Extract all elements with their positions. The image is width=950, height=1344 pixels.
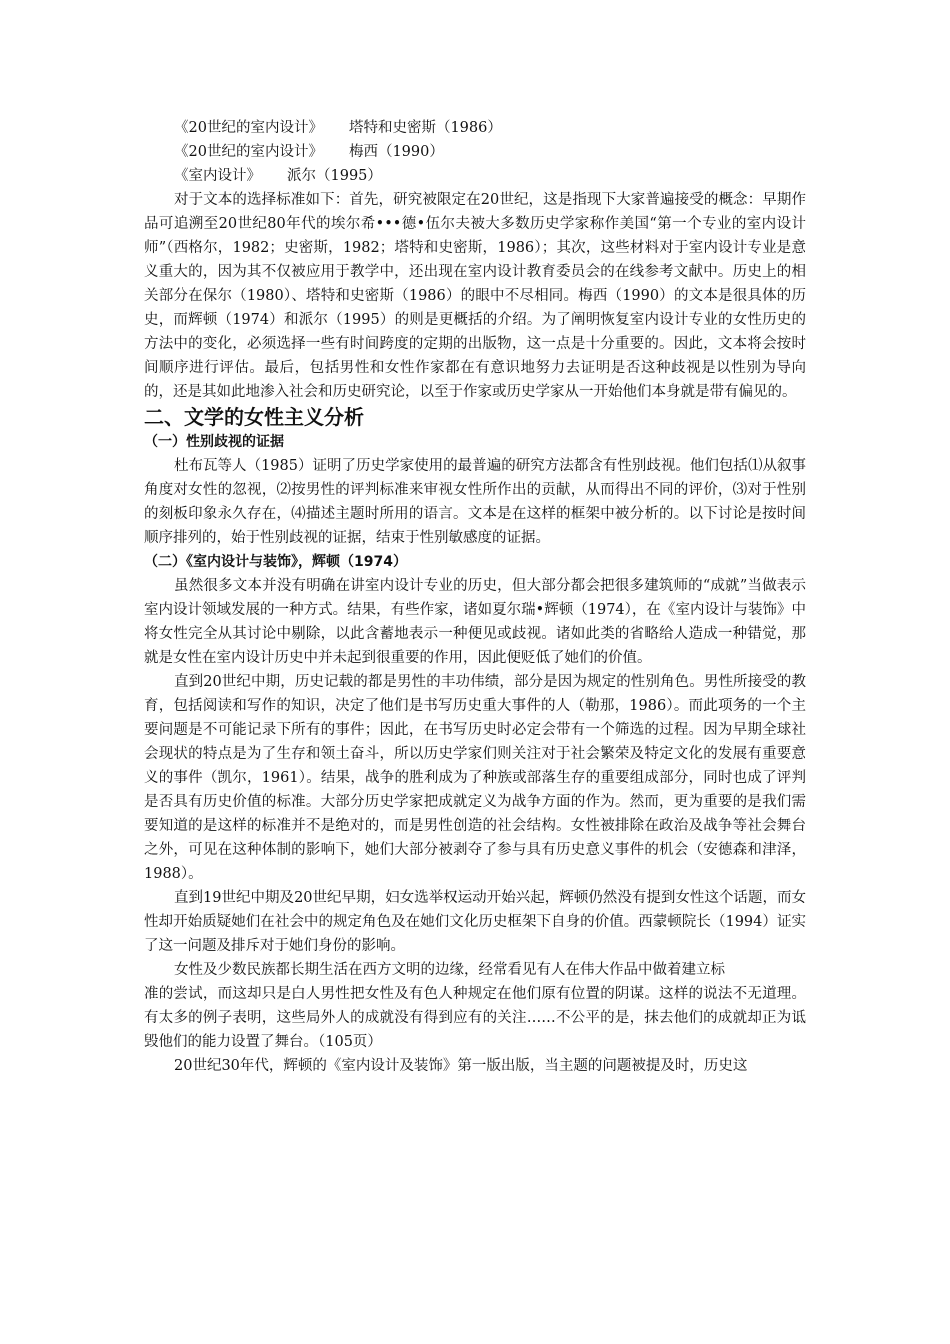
quote-paragraph: 准的尝试，而这却只是白人男性把女性及有色人种规定在他们原有位置的阴谋。这样的说法不无道理。有太多的例子表明，这些局外人的成就没有得到应有的关注……不公平的是，抹去他们的成就却正为诋毁他们的能力设置了舞台。（105页）	[144, 986, 806, 1050]
reference-title: 《20世纪的室内设计》	[174, 120, 323, 136]
reference-title: 《室内设计》	[174, 168, 261, 184]
last-paragraph: 20世纪30年代，辉顿的《室内设计及装饰》第一版出版，当主题的问题被提及时，历史这	[174, 1058, 748, 1074]
document-body	[144, 116, 806, 1078]
reference-entry	[144, 164, 806, 188]
reference-entry	[144, 116, 806, 140]
section-heading: 二、文学的女性主义分析	[144, 405, 364, 429]
reference-entry	[144, 140, 806, 164]
body-paragraph: 直到20世纪中期，历史记载的都是男性的丰功伟绩，部分是因为规定的性别角色。男性所接受的教育，包括阅读和写作的知识，决定了他们是书写历史重大事件的人（勒那，1986）。而此项务的一个主要问题是不可能记录下所有的事件；因此，在书写历史时必定会带有一个筛选的过程。因为早期全球社会现状的特点是为了生存和领土奋斗，所以历史学家们则关注对于社会繁荣及特定文化的发展有重要意义的事件（凯尔，1961）。结果，战争的胜利成为了种族或部落生存的重要组成部分，同时也成了评判是否具有历史价值的标准。大部分历史学家把成就定义为战争方面的作为。然而，更为重要的是我们需要知道的是这样的标准并不是绝对的，而是男性创造的社会结构。女性被排除在政治及战争等社会舞台之外，可见在这种体制的影响下，她们大部分被剥夺了参与具有历史意义事件的机会（安德森和津泽，1988）。	[144, 674, 806, 882]
subsection-heading-whiton: （二）《室内设计与装饰》，辉顿（1974）	[144, 554, 407, 570]
body-paragraph: 虽然很多文本并没有明确在讲室内设计专业的历史，但大部分都会把很多建筑师的“成就”当做表示室内设计领域发展的一种方式。结果，有些作家，诸如夏尔瑞•辉顿（1974），在《室内设计与装饰》中将女性完全从其讨论中剔除，以此含蓄地表示一种便见或歧视。诸如此类的省略给人造成一种错觉，那就是女性在室内设计历史中并未起到很重要的作用，因此便贬低了她们的价值。	[144, 578, 806, 666]
reference-title: 《20世纪的室内设计》	[174, 144, 323, 160]
reference-author: 塔特和史密斯（1986）	[348, 120, 502, 136]
body-paragraph: 女性及少数民族都长期生活在西方文明的边缘，经常看见有人在伟大作品中做着建立标	[174, 962, 725, 978]
reference-author: 派尔（1995）	[287, 168, 382, 184]
reference-author: 梅西（1990）	[348, 144, 444, 160]
subsection-heading-evidence: （一）性别歧视的证据	[144, 434, 284, 450]
body-paragraph: 直到19世纪中期及20世纪早期，妇女选举权运动开始兴起，辉顿仍然没有提到女性这个话题，而女性却开始质疑她们在社会中的规定角色及在她们文化历史框架下自身的价值。西蒙顿院长（1994）证实了这一问题及排斥对于她们身份的影响。	[144, 890, 806, 954]
evidence-paragraph: 杜布瓦等人（1985）证明了历史学家使用的最普遍的研究方法都含有性别歧视。他们包括⑴从叙事角度对女性的忽视，⑵按男性的评判标准来审视女性所作出的贡献，从而得出不同的评价，⑶对于性别的刻板印象永久存在，⑷描述主题时所用的语言。文本是在这样的框架中被分析的。以下讨论是按时间顺序排列的，始于性别歧视的证据，结束于性别敏感度的证据。	[144, 458, 806, 546]
intro-paragraph: 对于文本的选择标准如下：首先，研究被限定在20世纪，这是指现下大家普遍接受的概念：早期作品可追溯至20世纪80年代的埃尔希•••德•伍尔夫被大多数历史学家称作美国“第一个专业的室内设计师”（西格尔，1982；史密斯，1982；塔特和史密斯，1986）；其次，这些材料对于室内设计专业是意义重大的，因为其不仅被应用于教学中，还出现在室内设计教育委员会的在线参考文献中。历史上的相关部分在保尔（1980）、塔特和史密斯（1986）的眼中不尽相同。梅西（1990）的文本是很具体的历史，而辉顿（1974）和派尔（1995）的则是更概括的介绍。为了阐明恢复室内设计专业的女性历史的方法中的变化，必须选择一些有时间跨度的定期的出版物，这一点是十分重要的。因此，文本将会按时间顺序进行评估。最后，包括男性和女性作家都在有意识地努力去证明是否这种歧视是以性别为导向的，还是其如此地渗入社会和历史研究论，以至于作家或历史学家从一开始他们本身就是带有偏见的。	[144, 192, 806, 400]
